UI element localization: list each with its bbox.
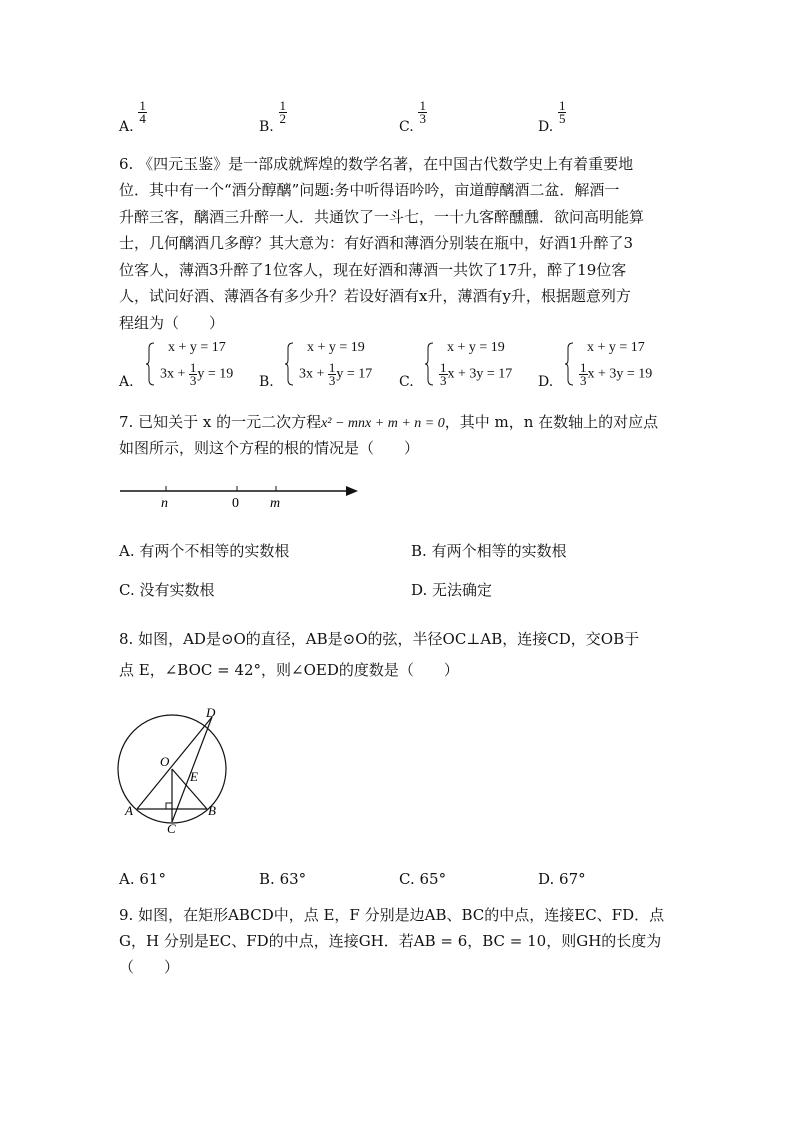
option-label: C. — [399, 374, 414, 390]
equation-system-b — [285, 342, 415, 388]
brace-icon — [565, 342, 575, 386]
option-label: B. — [259, 374, 274, 390]
q5-option-a — [119, 98, 147, 135]
equation: x² − mnx + m + n = 0 — [321, 416, 445, 431]
option-label: B. — [259, 118, 274, 135]
q8-option-d: D. 67° — [538, 870, 586, 888]
point-label-a: A — [125, 803, 133, 818]
axis-label-m: m — [270, 496, 281, 511]
brace-icon — [146, 342, 156, 386]
brace-icon — [425, 342, 435, 386]
point-label-e: E — [190, 769, 198, 784]
q5-option-b — [259, 98, 287, 135]
point-label-o: O — [160, 754, 170, 769]
q7-line: 7. 已知关于 x 的一元二次方程x² − mnx + m + n = 0，其中 m，n 在数轴上的对应点 — [119, 413, 659, 431]
q6-line: 6. 《四元玉鉴》是一部成就辉煌的数学名著，在中国古代数学史上有着重要地 — [119, 155, 634, 173]
equation-row: 3x + $\frac{1}{3}$ y = 19 — [160, 360, 234, 388]
q6-line: 程组为（ ） — [119, 314, 225, 332]
equation-row: $\frac{1}{3}$ x + 3y = 19 — [580, 360, 653, 388]
circle-figure — [115, 705, 235, 840]
point-label-b: B — [208, 803, 216, 818]
equation-row: x + y = 17 — [168, 340, 226, 355]
fraction: $\frac{1}{2}$ — [279, 98, 287, 126]
q6-line: 士，几何醨酒几多醇？其大意为：有好酒和薄酒分别装在瓶中，好酒1升醉了3 — [119, 234, 634, 252]
q5-option-c — [399, 98, 427, 135]
q9-line: 9. 如图，在矩形ABCD中，点 E，F 分别是边AB、BC的中点，连接EC、FD．点 — [119, 906, 665, 924]
point-label-c: C — [167, 821, 176, 836]
q6-line: 位．其中有一个“酒分醇醨”问题:务中听得语吟吟，亩道醇醨酒二盆．解酒一 — [119, 181, 620, 199]
q8-option-b: B. 63° — [259, 870, 307, 888]
option-label: A. — [119, 374, 134, 390]
equation-system-c — [425, 342, 555, 388]
option-label: C. — [399, 118, 414, 135]
axis-label-n: n — [161, 496, 168, 511]
q7-option-c: C. 没有实数根 — [119, 581, 215, 599]
q5-option-d — [538, 98, 566, 135]
q6-line: 位客人，薄酒3升醉了1位客人，现在好酒和薄酒一共饮了17升，醉了19位客 — [119, 261, 627, 279]
q9-line: G，H 分别是EC、FD的中点，连接GH．若AB = 6，BC = 10，则GH的长度为 — [119, 932, 662, 950]
point-label-d: D — [206, 705, 216, 720]
number-line — [110, 478, 370, 514]
q8-line: 8. 如图，AD是⊙O的直径，AB是⊙O的弦，半径OC⊥AB，连接CD，交OB于 — [119, 630, 640, 648]
q6-line: 升醉三客，醨酒三升醉一人．共通饮了一斗七，一十九客醉醺醺．欲问高明能算 — [119, 208, 645, 226]
q7-option-d: D. 无法确定 — [411, 581, 493, 599]
q7-line: 如图所示，则这个方程的根的情况是（ ） — [119, 439, 420, 457]
equation-system-d — [565, 342, 695, 388]
q8-line: 点 E，∠BOC = 42°，则∠OED的度数是（ ） — [119, 661, 459, 679]
fraction: $\frac{1}{4}$ — [139, 98, 146, 126]
equation-row: x + y = 19 — [307, 340, 365, 355]
q8-option-a: A. 61° — [119, 870, 166, 888]
brace-icon — [285, 342, 295, 386]
option-label: D. — [538, 118, 554, 135]
q6-line: 人，试问好酒、薄酒各有多少升？若设好酒有x升，薄酒有y升，根据题意列方 — [119, 287, 631, 305]
equation-row: x + y = 19 — [447, 340, 505, 355]
option-label: A. — [119, 118, 134, 135]
q9-line: （ ） — [119, 958, 180, 976]
equation-system-a — [146, 342, 276, 388]
fraction: $\frac{1}{3}$ — [419, 98, 426, 126]
equation-row: x + y = 17 — [587, 340, 645, 355]
equation-row: $\frac{1}{3}$ x + 3y = 17 — [440, 360, 513, 388]
equation-row: 3x + $\frac{1}{3}$ y = 17 — [299, 360, 373, 388]
axis-label-zero: 0 — [232, 496, 239, 511]
option-label: D. — [538, 374, 554, 390]
q7-option-a: A. 有两个不相等的实数根 — [119, 542, 290, 560]
fraction: $\frac{1}{5}$ — [558, 98, 566, 126]
q8-option-c: C. 65° — [399, 870, 447, 888]
q7-option-b: B. 有两个相等的实数根 — [411, 542, 567, 560]
